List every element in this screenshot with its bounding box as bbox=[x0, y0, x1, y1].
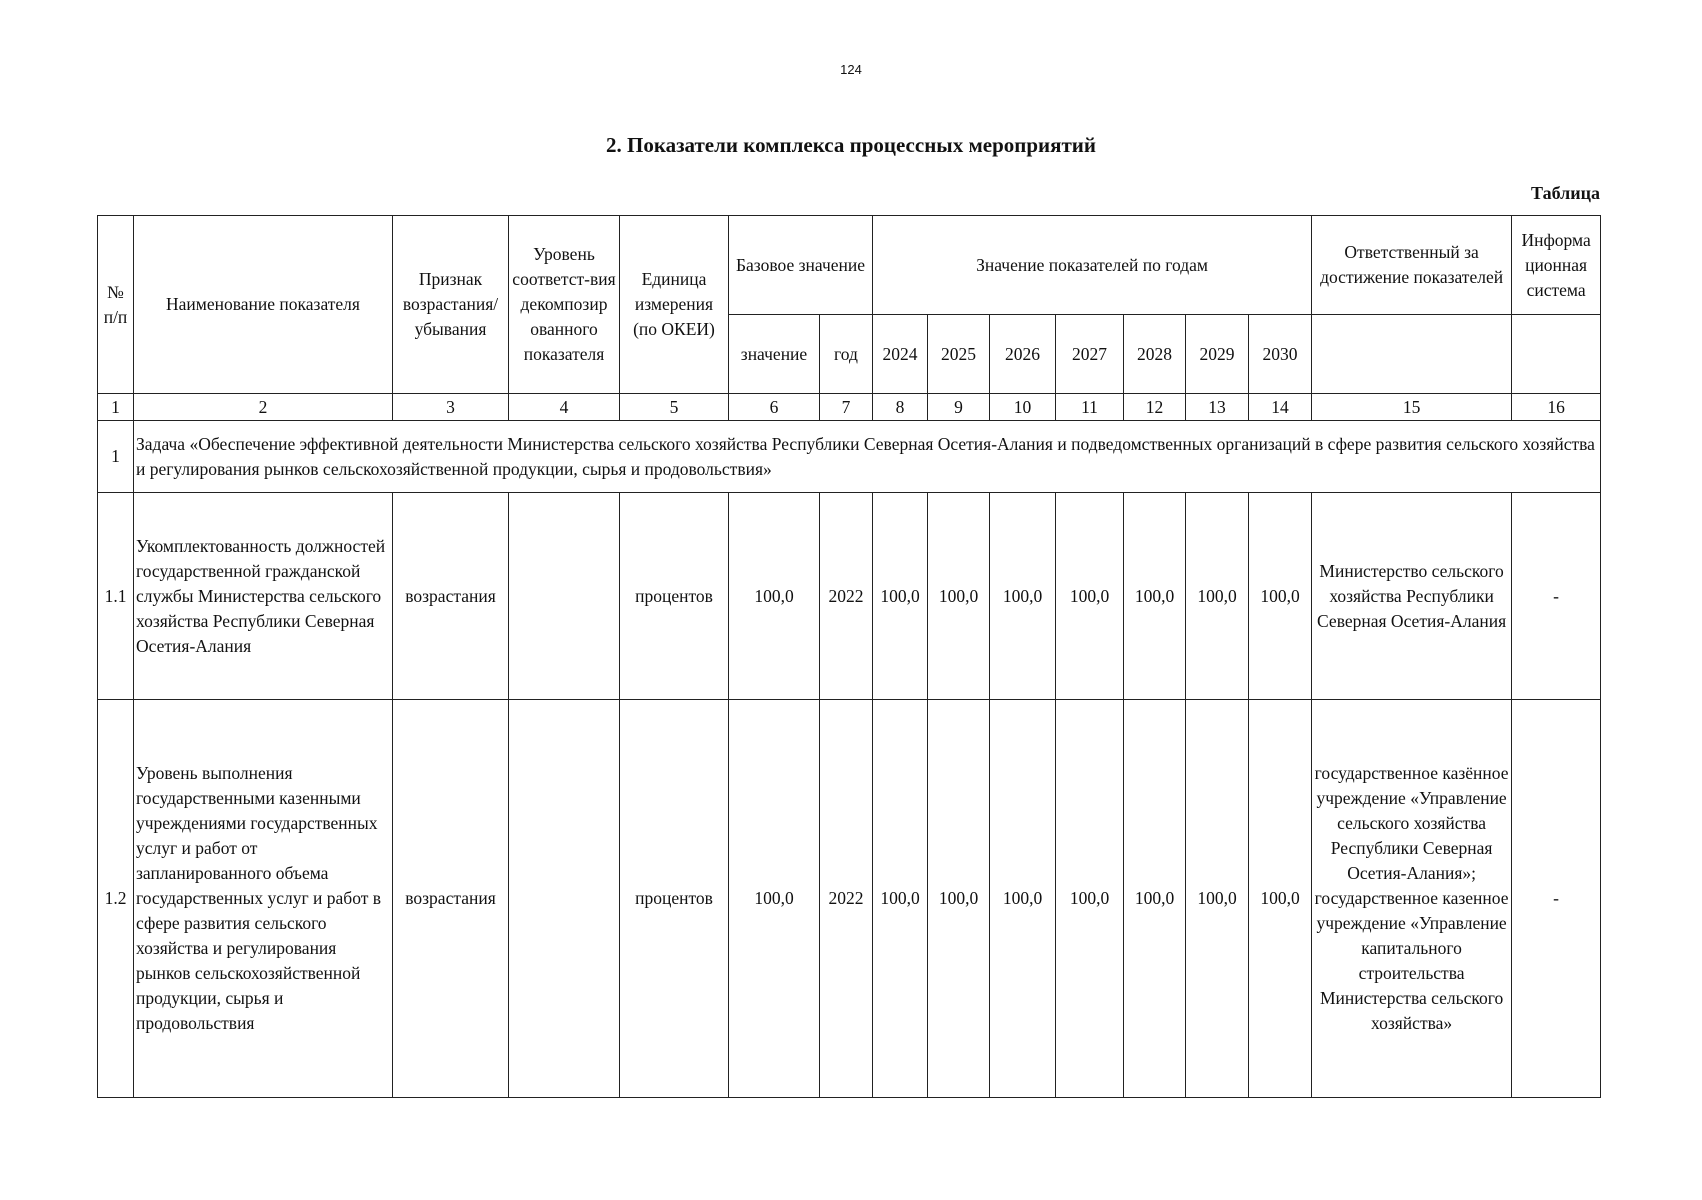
header-unit: Единица измерения (по ОКЕИ) bbox=[620, 216, 729, 394]
row-info: - bbox=[1512, 700, 1601, 1098]
header-num: № п/п bbox=[98, 216, 134, 394]
col-number: 6 bbox=[729, 394, 820, 421]
col-number: 10 bbox=[990, 394, 1056, 421]
row-responsible: Министерство сельского хозяйства Республики Северная Осетия-Алания bbox=[1312, 493, 1512, 700]
col-number: 16 bbox=[1512, 394, 1601, 421]
col-number: 7 bbox=[820, 394, 873, 421]
row-value: 100,0 bbox=[873, 493, 928, 700]
row-value: 100,0 bbox=[1124, 493, 1186, 700]
row-value: 100,0 bbox=[1249, 493, 1312, 700]
header-year: 2024 bbox=[873, 315, 928, 394]
row-value: 100,0 bbox=[1249, 700, 1312, 1098]
header-year: 2030 bbox=[1249, 315, 1312, 394]
col-number: 5 bbox=[620, 394, 729, 421]
header-sign: Признак возрастания/ убывания bbox=[393, 216, 509, 394]
task-num: 1 bbox=[98, 421, 134, 493]
header-year: 2026 bbox=[990, 315, 1056, 394]
row-responsible: государственное казённое учреждение «Управление сельского хозяйства Республики Северная Осетия-Алания»; государственное казенное учреждение «Управление капитального строительства Министерства сельского хозяйства» bbox=[1312, 700, 1512, 1098]
row-value: 100,0 bbox=[990, 700, 1056, 1098]
task-row bbox=[98, 421, 1601, 493]
col-number: 14 bbox=[1249, 394, 1312, 421]
row-unit: процентов bbox=[620, 493, 729, 700]
row-info: - bbox=[1512, 493, 1601, 700]
col-number: 9 bbox=[928, 394, 990, 421]
col-number: 12 bbox=[1124, 394, 1186, 421]
col-number: 3 bbox=[393, 394, 509, 421]
col-number: 13 bbox=[1186, 394, 1249, 421]
col-number: 11 bbox=[1056, 394, 1124, 421]
col-number: 2 bbox=[134, 394, 393, 421]
page-number: 124 bbox=[840, 62, 862, 77]
page-title: 2. Показатели комплекса процессных мероприятий bbox=[605, 133, 1096, 157]
header-year: 2029 bbox=[1186, 315, 1249, 394]
empty-cell bbox=[1312, 315, 1512, 394]
column-numbers-row bbox=[98, 394, 1601, 421]
row-value: 100,0 bbox=[990, 493, 1056, 700]
row-base-value: 100,0 bbox=[729, 493, 820, 700]
header-year: 2028 bbox=[1124, 315, 1186, 394]
header-base: Базовое значение bbox=[729, 216, 873, 315]
header-level: Уровень соответст-вия декомпозир ованного показателя bbox=[509, 216, 620, 394]
row-value: 100,0 bbox=[1124, 700, 1186, 1098]
row-value: 100,0 bbox=[1186, 493, 1249, 700]
row-sign: возрастания bbox=[393, 700, 509, 1098]
row-value: 100,0 bbox=[928, 700, 990, 1098]
row-num: 1.1 bbox=[98, 493, 134, 700]
table-row bbox=[98, 700, 1601, 1098]
col-number: 8 bbox=[873, 394, 928, 421]
row-value: 100,0 bbox=[928, 493, 990, 700]
header-name: Наименование показателя bbox=[134, 216, 393, 394]
row-value: 100,0 bbox=[1056, 493, 1124, 700]
row-base-year: 2022 bbox=[820, 493, 873, 700]
col-number: 15 bbox=[1312, 394, 1512, 421]
row-level bbox=[509, 700, 620, 1098]
row-unit: процентов bbox=[620, 700, 729, 1098]
header-responsible: Ответственный за достижение показателей bbox=[1312, 216, 1512, 315]
row-base-year: 2022 bbox=[820, 700, 873, 1098]
table-row bbox=[98, 493, 1601, 700]
header-info: Информа ционная система bbox=[1512, 216, 1601, 315]
header-base-value: значение bbox=[729, 315, 820, 394]
col-number: 4 bbox=[509, 394, 620, 421]
header-year: 2027 bbox=[1056, 315, 1124, 394]
row-value: 100,0 bbox=[1186, 700, 1249, 1098]
col-number: 1 bbox=[98, 394, 134, 421]
row-name: Уровень выполнения государственными казенными учреждениями государственных услуг и работ от запланированного объема государственных услуг и работ в сфере развития сельского хозяйства и регулирования рынков сельскохозяйственной продукции, сырья и продовольствия bbox=[134, 700, 393, 1098]
indicators-table bbox=[97, 215, 1601, 1098]
header-row bbox=[98, 216, 1601, 315]
row-name: Укомплектованность должностей государственной гражданской службы Министерства сельского хозяйства Республики Северная Осетия-Алания bbox=[134, 493, 393, 700]
row-sign: возрастания bbox=[393, 493, 509, 700]
header-year: 2025 bbox=[928, 315, 990, 394]
row-value: 100,0 bbox=[1056, 700, 1124, 1098]
row-base-value: 100,0 bbox=[729, 700, 820, 1098]
header-by-years: Значение показателей по годам bbox=[873, 216, 1312, 315]
row-value: 100,0 bbox=[873, 700, 928, 1098]
header-base-year: год bbox=[820, 315, 873, 394]
row-num: 1.2 bbox=[98, 700, 134, 1098]
task-text: Задача «Обеспечение эффективной деятельности Министерства сельского хозяйства Республики Северная Осетия-Алания и подведомственных организаций в сфере развития сельского хозяйства и регулирования рынков сельскохозяйственной продукции, сырья и продовольствия» bbox=[134, 421, 1601, 493]
empty-cell bbox=[1512, 315, 1601, 394]
row-level bbox=[509, 493, 620, 700]
table-label: Таблица bbox=[1531, 183, 1600, 203]
